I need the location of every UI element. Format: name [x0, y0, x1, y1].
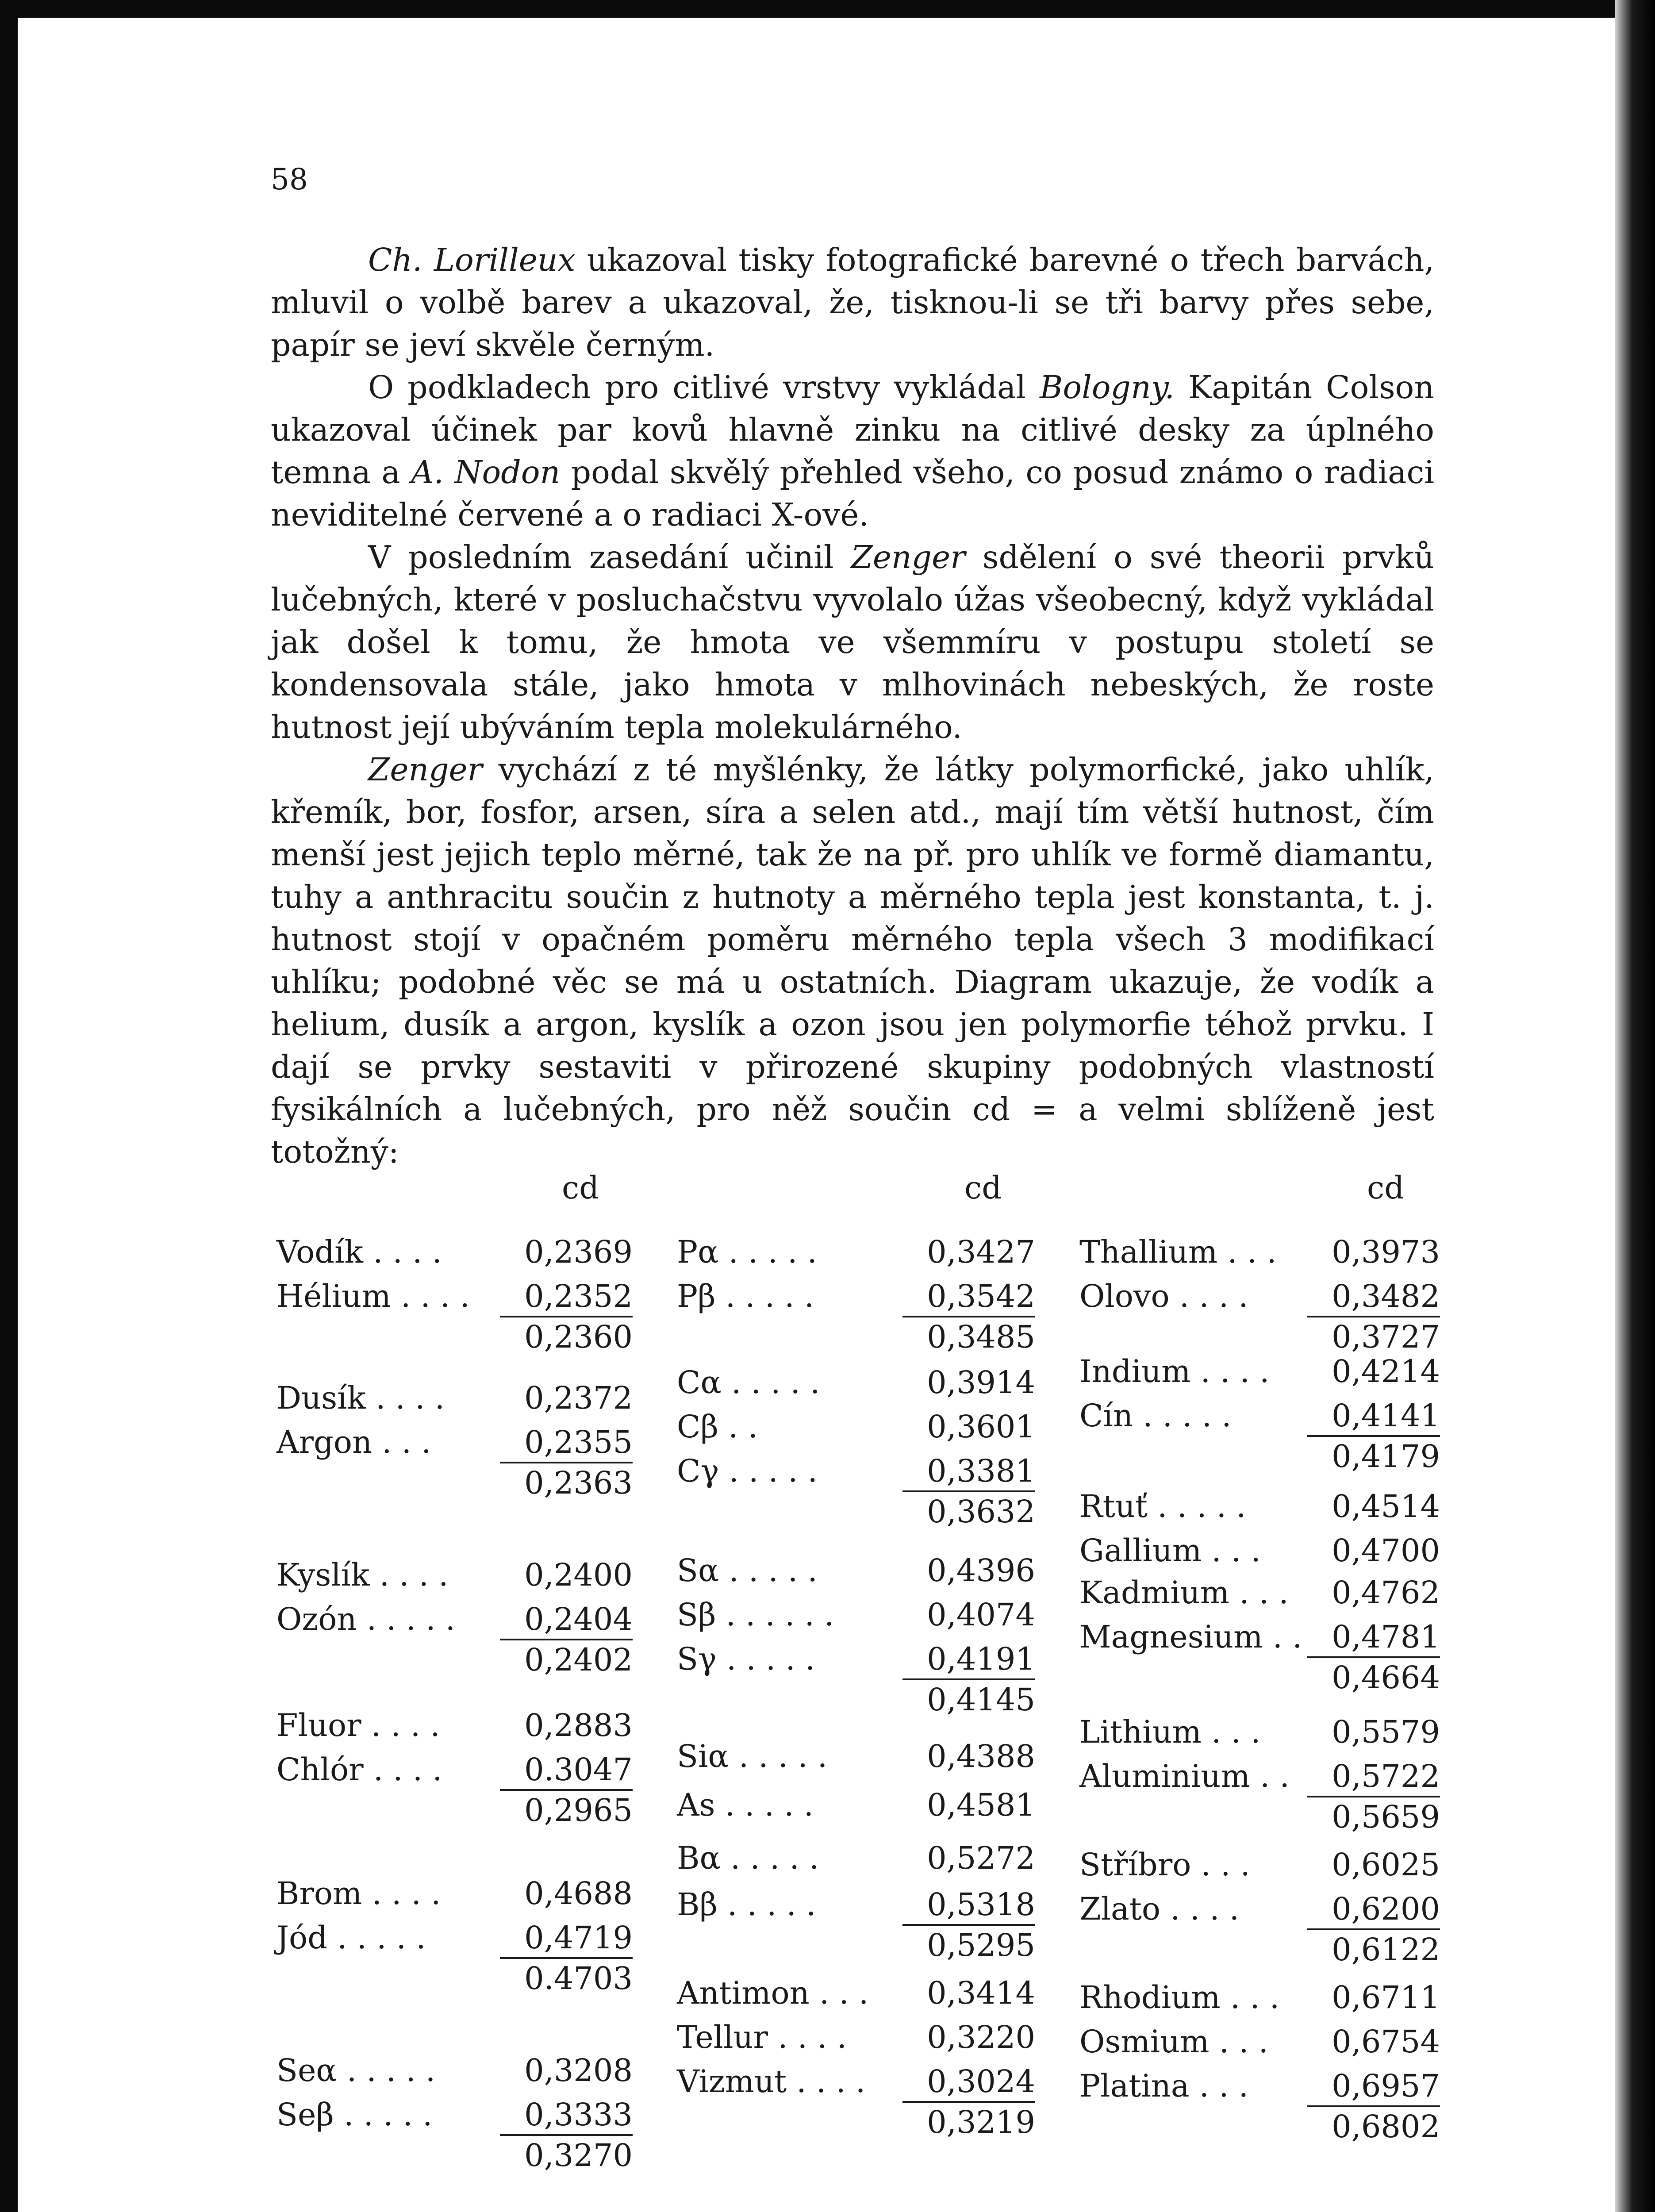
element-value: 0,5272 — [927, 1840, 1035, 1876]
element-label: Thallium . . . — [1079, 1234, 1277, 1270]
element-value: 0,2355 — [524, 1424, 633, 1460]
element-value: 0,6754 — [1332, 2024, 1440, 2060]
sum-rule — [500, 1639, 633, 1640]
group-mean-value: 0.4703 — [524, 1960, 633, 1997]
element-label: Lithium . . . — [1079, 1714, 1261, 1750]
paragraph-text: sdělení o své theorii prvků lučebných, které v posluchačstvu vyvolalo úžas všeobecný, když vykládal jak došel k tomu, že hmota ve všemmíru v postupu století se kondensovala stále, jako hmota v mlhovinách nebeských, že roste hutnost její ubýváním tepla molekulárného. — [271, 539, 1434, 745]
scan-border-right — [1615, 0, 1655, 2212]
element-value: 0,3414 — [927, 1975, 1035, 2011]
paragraph-text: ukazoval tisky fotografické barevné o třech barvách, mluvil o volbě barev a ukazoval, že, tisknou-li se tři barvy přes sebe, papír se jeví skvěle černým. — [271, 242, 1435, 363]
sum-rule — [1307, 1656, 1440, 1658]
element-value: 0,3427 — [927, 1234, 1035, 1270]
element-value: 0,2369 — [524, 1234, 633, 1270]
element-value: 0,6711 — [1332, 1979, 1440, 2016]
sum-rule — [1307, 1316, 1440, 1317]
element-value: 0,3542 — [927, 1278, 1035, 1314]
group-mean-value: 0,3485 — [927, 1319, 1035, 1355]
element-value: 0,4388 — [927, 1738, 1035, 1774]
element-label: Cβ . . — [677, 1409, 758, 1445]
scan-border-top — [0, 0, 1655, 18]
paragraph-text: Kapitán Colson ukazoval účinek par kovů hlavně zinku na citlivé desky za úplného temna a — [271, 369, 1434, 491]
element-label: Olovo . . . . — [1079, 1278, 1248, 1314]
element-label: Pβ . . . . . — [677, 1278, 814, 1314]
group-mean-value: 0,3727 — [1332, 1319, 1440, 1355]
element-value: 0,6200 — [1332, 1891, 1440, 1927]
element-label: Bα . . . . . — [677, 1840, 819, 1876]
element-label: Vodík . . . . — [276, 1234, 442, 1270]
group-mean-value: 0,3632 — [927, 1494, 1035, 1530]
element-label: Seβ . . . . . — [276, 2097, 433, 2133]
paragraph-text: O podkladech pro citlivé vrstvy vykládal — [368, 369, 1040, 406]
element-label: Sβ . . . . . . — [677, 1597, 834, 1633]
element-value: 0,3482 — [1332, 1278, 1440, 1314]
element-label: Ozón . . . . . — [276, 1601, 456, 1637]
element-label: Jód . . . . . — [276, 1920, 426, 1956]
column-header-cd-3: cd — [1367, 1170, 1405, 1206]
group-mean-value: 0,4179 — [1332, 1438, 1440, 1475]
sum-rule — [500, 2134, 633, 2136]
element-label: Fluor . . . . — [276, 1707, 440, 1743]
element-value: 0,3601 — [927, 1409, 1035, 1445]
element-label: Stříbro . . . — [1079, 1847, 1250, 1883]
element-value: 0,4719 — [524, 1920, 633, 1956]
sum-rule — [500, 1789, 633, 1791]
element-value: 0,4700 — [1332, 1532, 1440, 1569]
element-label: Cγ . . . . . — [677, 1453, 818, 1489]
element-label: Magnesium . . — [1079, 1619, 1302, 1655]
element-value: 0,3208 — [524, 2052, 633, 2089]
sum-rule — [1307, 1435, 1440, 1437]
sum-rule — [902, 2101, 1035, 2103]
element-label: Indium . . . . — [1079, 1353, 1270, 1390]
element-value: 0,4688 — [524, 1875, 633, 1912]
paragraph-2 — [271, 366, 1434, 536]
sum-rule — [500, 1957, 633, 1959]
element-label: Pα . . . . . — [677, 1234, 817, 1270]
element-label: Aluminium . . — [1079, 1758, 1290, 1794]
column-header-cd-2: cd — [964, 1170, 1002, 1206]
element-value: 0,2400 — [524, 1557, 633, 1593]
sum-rule — [902, 1924, 1035, 1926]
element-value: 0,4781 — [1332, 1619, 1440, 1655]
group-mean-value: 0,5295 — [927, 1927, 1035, 1963]
page-number: 58 — [271, 162, 308, 196]
element-value: 0,3973 — [1332, 1234, 1440, 1270]
element-label: Platina . . . — [1079, 2068, 1249, 2104]
sum-rule — [1307, 2105, 1440, 2107]
element-label: Argon . . . — [276, 1424, 431, 1460]
group-mean-value: 0,6122 — [1332, 1932, 1440, 1968]
sum-rule — [500, 1462, 633, 1463]
group-mean-value: 0,4664 — [1332, 1659, 1440, 1696]
paragraph-3 — [271, 536, 1434, 749]
element-value: 0,2352 — [524, 1278, 633, 1314]
sum-rule — [1307, 1928, 1440, 1930]
element-value: 0.3047 — [524, 1751, 633, 1788]
scan-border-left — [0, 0, 18, 2212]
element-value: 0,4141 — [1332, 1398, 1440, 1434]
element-label: Hélium . . . . — [276, 1278, 470, 1314]
italic-name: A. Nodon — [411, 454, 561, 491]
element-value: 0,2372 — [524, 1380, 633, 1416]
paragraph-text: vychází z té myšlénky, že látky polymorfické, jako uhlík, křemík, bor, fosfor, arsen, síra a selen atd., mají tím větší hutnost, čím menší jest jejich teplo měrné, tak že na př. pro uhlík ve formě diamantu, tuhy a anthracitu součin z hutnoty a měrného tepla jest konstanta, t. j. hutnost stojí v opačném poměru měrného tepla všech 3 modifikací uhlíku; podobné věc se má u ostatních. Diagram ukazuje, že vodík a helium, dusík a argon, kyslík a ozon jsou jen polymorfie téhož prvku. I dají se prvky sestaviti v přirozené skupiny podobných vlastností fysikálních a lučebných, pro něž součin cd = a velmi sblíženě jest totožný: — [271, 751, 1434, 1170]
element-label: Brom . . . . — [276, 1875, 441, 1912]
group-mean-value: 0,3270 — [524, 2137, 633, 2174]
paragraph-1 — [271, 239, 1434, 366]
element-label: As . . . . . — [677, 1787, 814, 1823]
element-label: Rtuť . . . . . — [1079, 1488, 1246, 1525]
italic-name: Zenger — [851, 539, 966, 576]
group-mean-value: 0,4145 — [927, 1682, 1035, 1718]
element-label: Rhodium . . . — [1079, 1979, 1280, 2016]
element-label: Siα . . . . . — [677, 1738, 828, 1774]
element-value: 0,3220 — [927, 2019, 1035, 2055]
body-text — [271, 239, 1434, 1173]
italic-name: Ch. Lorilleux — [368, 242, 576, 278]
element-label: Antimon . . . — [677, 1975, 869, 2011]
element-value: 0,4762 — [1332, 1575, 1440, 1611]
group-mean-value: 0,6802 — [1332, 2108, 1440, 2145]
element-label: Zlato . . . . — [1079, 1891, 1240, 1927]
element-value: 0,4074 — [927, 1597, 1035, 1633]
element-value: 0,4581 — [927, 1787, 1035, 1823]
element-label: Bβ . . . . . — [677, 1886, 816, 1923]
paragraph-4 — [271, 749, 1434, 1173]
element-value: 0,6957 — [1332, 2068, 1440, 2104]
group-mean-value: 0,2363 — [524, 1465, 633, 1501]
element-label: Kadmium . . . — [1079, 1575, 1289, 1611]
group-mean-value: 0,2965 — [524, 1792, 633, 1828]
element-value: 0,3024 — [927, 2063, 1035, 2100]
element-value: 0,2883 — [524, 1707, 633, 1743]
sum-rule — [902, 1490, 1035, 1492]
element-label: Tellur . . . . — [677, 2019, 847, 2055]
element-label: Sα . . . . . — [677, 1552, 818, 1589]
element-value: 0,5318 — [927, 1886, 1035, 1923]
element-label: Dusík . . . . — [276, 1380, 445, 1416]
sum-rule — [902, 1316, 1035, 1317]
sum-rule — [902, 1678, 1035, 1680]
element-value: 0,5579 — [1332, 1714, 1440, 1750]
group-mean-value: 0,2360 — [524, 1319, 633, 1355]
group-mean-value: 0,5659 — [1332, 1799, 1440, 1835]
element-value: 0,4214 — [1332, 1353, 1440, 1390]
group-mean-value: 0,3219 — [927, 2104, 1035, 2140]
element-label: Seα . . . . . — [276, 2052, 436, 2089]
element-label: Gallium . . . — [1079, 1532, 1261, 1569]
element-value: 0,2404 — [524, 1601, 633, 1637]
element-label: Chlór . . . . — [276, 1751, 442, 1788]
element-value: 0,3381 — [927, 1453, 1035, 1489]
paragraph-text: V posledním zasedání učinil — [368, 539, 851, 576]
element-label: Kyslík . . . . — [276, 1557, 449, 1593]
element-value: 0,6025 — [1332, 1847, 1440, 1883]
sum-rule — [500, 1316, 633, 1317]
element-value: 0,4396 — [927, 1552, 1035, 1589]
paragraph-text: podal skvělý přehled všeho, co posud známo o radiaci neviditelné červené a o radiaci X-ové. — [271, 454, 1434, 533]
element-value: 0,3914 — [927, 1364, 1035, 1401]
element-value: 0,4514 — [1332, 1488, 1440, 1525]
element-value: 0,3333 — [524, 2097, 633, 2133]
element-label: Cα . . . . . — [677, 1364, 820, 1401]
group-mean-value: 0,2402 — [524, 1642, 633, 1678]
element-label: Cín . . . . . — [1079, 1398, 1232, 1434]
element-label: Sγ . . . . . — [677, 1641, 815, 1677]
element-value: 0,4191 — [927, 1641, 1035, 1677]
column-header-cd-1: cd — [562, 1170, 599, 1206]
sum-rule — [1307, 1796, 1440, 1797]
italic-name: Zenger — [368, 751, 483, 788]
element-label: Vizmut . . . . — [677, 2063, 866, 2100]
element-value: 0,5722 — [1332, 1758, 1440, 1794]
italic-name: Bologny. — [1040, 369, 1175, 406]
element-label: Osmium . . . — [1079, 2024, 1269, 2060]
